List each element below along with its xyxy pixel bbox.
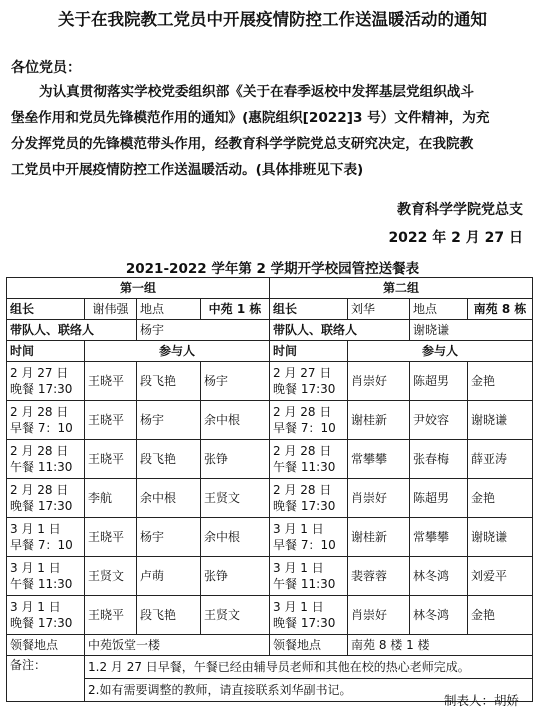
- group1-participant: 余中根: [137, 479, 201, 518]
- group1-slot-time: [7, 596, 85, 635]
- group1-participant: 段飞艳: [137, 362, 201, 401]
- group1-slot-time: [7, 518, 85, 557]
- note-line-1: 1.2 月 27 日早餐，午餐已经由辅导员老师和其他在校的热心老师完成。: [85, 656, 533, 679]
- slot-meal: 早餐 7：10: [10, 421, 73, 435]
- group1-slot-time: [7, 440, 85, 479]
- group2-participant: 尹姣容: [410, 401, 468, 440]
- schedule-table: [6, 277, 533, 702]
- group1-participant: 杨宇: [137, 401, 201, 440]
- group1-participant: 余中根: [201, 401, 270, 440]
- schedule-rows: [7, 362, 533, 635]
- leader-row: [7, 299, 533, 320]
- slot-meal: 午餐 11:30: [273, 460, 336, 474]
- group1-participant: 余中根: [201, 518, 270, 557]
- slot-meal: 晚餐 17:30: [10, 616, 73, 630]
- group1-participant: 王晓平: [85, 440, 137, 479]
- group2-participant: 肖崇好: [348, 362, 410, 401]
- group2-guide-label: 带队人、联络人: [270, 320, 410, 341]
- group2-location: 南苑 8 栋: [468, 299, 533, 320]
- group1-location-label: 地点: [137, 299, 201, 320]
- slot-meal: 晚餐 17:30: [273, 499, 336, 513]
- group1-name: 第一组: [7, 278, 270, 299]
- group2-pickup-label: 领餐地点: [270, 635, 348, 656]
- slot-date: 3 月 1 日: [273, 561, 324, 575]
- group2-participant: 肖崇好: [348, 479, 410, 518]
- group2-name: 第二组: [270, 278, 533, 299]
- slot-meal: 午餐 11:30: [273, 577, 336, 591]
- slot-meal: 晚餐 17:30: [273, 616, 336, 630]
- group2-participant: 裴蓉蓉: [348, 557, 410, 596]
- group2-participant: 陈超男: [410, 479, 468, 518]
- group2-participant: 刘爱平: [468, 557, 533, 596]
- pickup-row: [7, 635, 533, 656]
- group1-participant: 王贤文: [201, 596, 270, 635]
- group2-participants-label: 参与人: [348, 341, 533, 362]
- slot-date: 2 月 28 日: [10, 444, 69, 458]
- notes-label: 备注：: [7, 656, 85, 702]
- slot-date: 3 月 1 日: [10, 522, 61, 536]
- group1-time-label: 时间: [7, 341, 85, 362]
- group2-participant: 林冬鸿: [410, 557, 468, 596]
- group2-participant: 谢桂新: [348, 518, 410, 557]
- group2-participant: 谢桂新: [348, 401, 410, 440]
- schedule-row: [7, 362, 533, 401]
- group1-participant: 杨宇: [137, 518, 201, 557]
- slot-date: 2 月 28 日: [10, 405, 69, 419]
- group2-participant: 谢晓谦: [468, 518, 533, 557]
- schedule-row: [7, 479, 533, 518]
- slot-date: 2 月 28 日: [273, 405, 332, 419]
- notice-title: 关于在我院教工党员中开展疫情防控工作送温暖活动的通知: [58, 10, 487, 29]
- body-line: 分发挥党员的先锋模范带头作用，经教育科学学院党总支研究决定，在我院教: [11, 136, 474, 152]
- slot-meal: 早餐 7：10: [273, 538, 336, 552]
- group2-participant: 薛亚涛: [468, 440, 533, 479]
- group2-slot-time: [270, 362, 348, 401]
- salutation: 各位党员：: [11, 60, 81, 76]
- slot-meal: 晚餐 17:30: [10, 499, 73, 513]
- group2-slot-time: [270, 596, 348, 635]
- group2-slot-time: [270, 401, 348, 440]
- group1-participant: 王贤文: [85, 557, 137, 596]
- body-line: 为认真贯彻落实学校党委组织部《关于在春季返校中发挥基层党组织战斗: [39, 84, 474, 100]
- group1-participants-label: 参与人: [85, 341, 270, 362]
- table-maker: 制表人：胡娇: [443, 693, 519, 708]
- schedule-row: [7, 557, 533, 596]
- group1-guide-label: 带队人、联络人: [7, 320, 137, 341]
- slot-meal: 午餐 11:30: [10, 577, 73, 591]
- group1-participant: 王晓平: [85, 362, 137, 401]
- notice-body: [11, 79, 531, 183]
- slot-meal: 午餐 11:30: [10, 460, 73, 474]
- group2-slot-time: [270, 518, 348, 557]
- group1-leader-label: 组长: [7, 299, 85, 320]
- schedule-row: [7, 596, 533, 635]
- schedule-row: [7, 440, 533, 479]
- slot-meal: 早餐 7：10: [10, 538, 73, 552]
- group2-slot-time: [270, 479, 348, 518]
- group2-slot-time: [270, 440, 348, 479]
- body-line: 工党员中开展疫情防控工作送温暖活动。(具体排班见下表): [11, 162, 364, 178]
- group1-participant: 王贤文: [201, 479, 270, 518]
- group2-location-label: 地点: [410, 299, 468, 320]
- group1-pickup-location: 中苑饭堂一楼: [85, 635, 270, 656]
- group2-participant: 肖崇好: [348, 596, 410, 635]
- group2-pickup-location: 南苑 8 楼 1 楼: [348, 635, 533, 656]
- group1-slot-time: [7, 362, 85, 401]
- group1-participant: 段飞艳: [137, 440, 201, 479]
- slot-date: 2 月 28 日: [273, 444, 332, 458]
- group1-participant: 王晓平: [85, 596, 137, 635]
- group1-leader: 谢伟强: [85, 299, 137, 320]
- group-header-row: [7, 278, 533, 299]
- slot-meal: 晚餐 17:30: [273, 382, 336, 396]
- slot-meal: 晚餐 17:30: [10, 382, 73, 396]
- group2-participant: 林冬鸿: [410, 596, 468, 635]
- body-line: 堡垒作用和党员先锋模范作用的通知》(惠院组织[2022]3 号）文件精神，为充: [11, 110, 490, 126]
- group2-participant: 常攀攀: [348, 440, 410, 479]
- group1-pickup-label: 领餐地点: [7, 635, 85, 656]
- slot-date: 2 月 28 日: [273, 483, 332, 497]
- group1-slot-time: [7, 557, 85, 596]
- slot-date: 3 月 1 日: [10, 561, 61, 575]
- group1-participant: 张铮: [201, 440, 270, 479]
- group2-participant: 张春梅: [410, 440, 468, 479]
- slot-date: 2 月 27 日: [10, 366, 69, 380]
- group1-participant: 卢萌: [137, 557, 201, 596]
- group1-participant: 张铮: [201, 557, 270, 596]
- group1-guide: 杨宇: [137, 320, 270, 341]
- group1-participant: 王晓平: [85, 518, 137, 557]
- note-line-2: 2.如有需要调整的教师，请直接联系刘华副书记。: [85, 679, 533, 702]
- slot-date: 2 月 28 日: [10, 483, 69, 497]
- slot-date: 3 月 1 日: [273, 600, 324, 614]
- group1-participant: 段飞艳: [137, 596, 201, 635]
- guide-row: [7, 320, 533, 341]
- group2-participant: 金艳: [468, 362, 533, 401]
- group1-participant: 李航: [85, 479, 137, 518]
- group1-location: 中苑 1 栋: [201, 299, 270, 320]
- group2-participant: 谢晓谦: [468, 401, 533, 440]
- slot-date: 2 月 27 日: [273, 366, 332, 380]
- column-header-row: [7, 341, 533, 362]
- group2-leader-label: 组长: [270, 299, 348, 320]
- group2-participant: 金艳: [468, 479, 533, 518]
- signature-org: 教育科学学院党总支: [397, 202, 523, 218]
- group2-leader: 刘华: [348, 299, 410, 320]
- group2-participant: 陈超男: [410, 362, 468, 401]
- notes-row-1: [7, 656, 533, 679]
- group2-participant: 金艳: [468, 596, 533, 635]
- schedule-row: [7, 518, 533, 557]
- group1-participant: 杨宇: [201, 362, 270, 401]
- group2-participant: 常攀攀: [410, 518, 468, 557]
- slot-date: 3 月 1 日: [273, 522, 324, 536]
- group1-slot-time: [7, 479, 85, 518]
- group1-slot-time: [7, 401, 85, 440]
- group1-participant: 王晓平: [85, 401, 137, 440]
- slot-meal: 早餐 7：10: [273, 421, 336, 435]
- table-title: 2021-2022 学年第 2 学期开学校园管控送餐表: [125, 261, 420, 277]
- group2-slot-time: [270, 557, 348, 596]
- group2-time-label: 时间: [270, 341, 348, 362]
- slot-date: 3 月 1 日: [10, 600, 61, 614]
- group2-guide: 谢晓谦: [410, 320, 533, 341]
- schedule-row: [7, 401, 533, 440]
- signature-date: 2022 年 2 月 27 日: [388, 230, 523, 246]
